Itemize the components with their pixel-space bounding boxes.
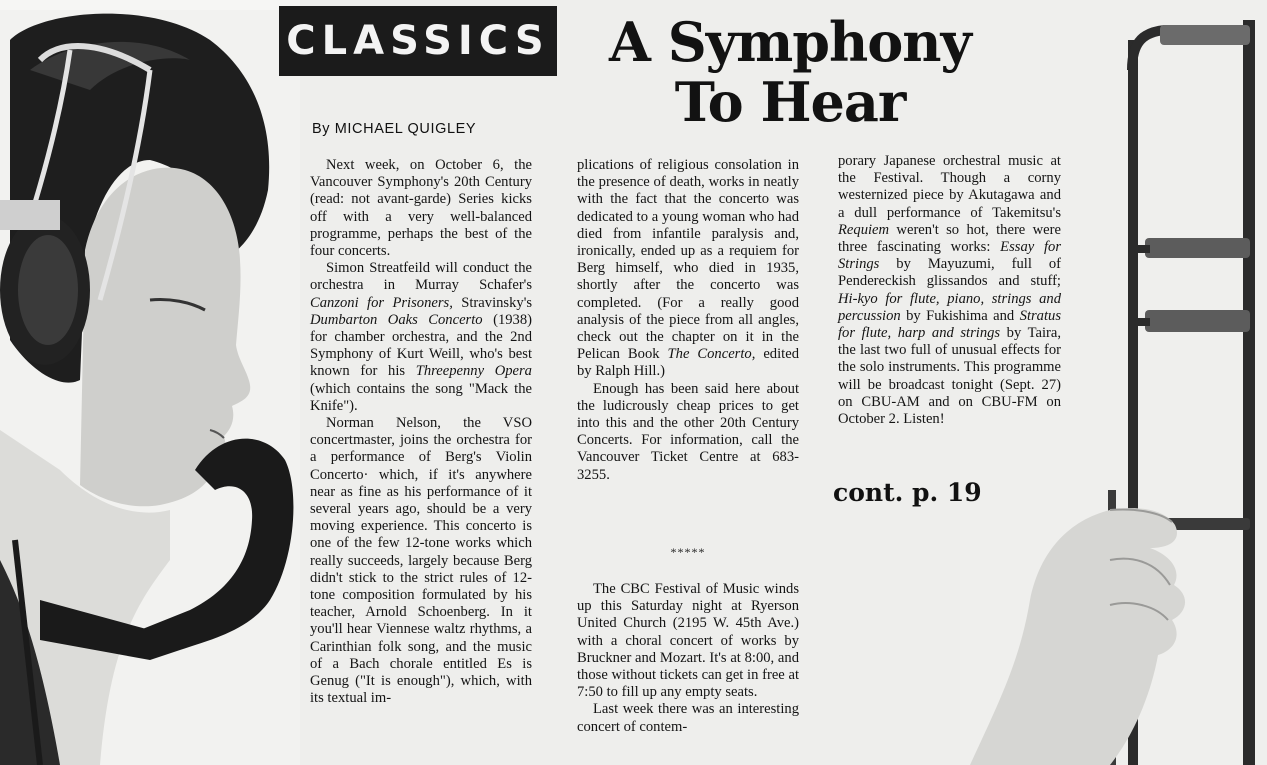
- article-column-2: [577, 157, 799, 484]
- paragraph: Enough has been said here about the ludicrously cheap prices to get into this and the other 20th Century Concerts. For information, call the Vancouver Ticket Centre at 683-3255.: [577, 380, 799, 483]
- paragraph: plications of religious consolation in the presence of death, works in neatly with the fact that the concerto was dedicated to a young woman who had died from infantile paralysis and, ironically, ended up as a requiem for Berg himself, who died in 1935, shortly after the concerto was completed. (For a really good analysis of the piece from all angles, check out the chapter on it in the Pelican Book The Concerto, edited by Ralph Hill.): [577, 157, 799, 380]
- paragraph: Simon Streatfeild will conduct the orchestra in Murray Schafer's Canzoni for Prisoners, Stravinsky's Dumbarton Oaks Concerto (1938) for chamber orchestra, and the 2nd Symphony of Kurt Weill, who's best known for his Threepenny Opera (which contains the song "Mack the Knife").: [310, 260, 533, 414]
- section-separator: *****: [670, 545, 706, 559]
- headline-line2: To Hear: [674, 70, 906, 134]
- article-column-3: [838, 153, 1061, 428]
- article-column-1: [310, 157, 532, 708]
- headline-line1: A Symphony: [609, 10, 971, 74]
- article-column-2-continued: [577, 581, 799, 736]
- continued-reference: cont. p. 19: [833, 478, 982, 507]
- headline: [590, 12, 990, 132]
- paragraph: Last week there was an interesting concert of contem-: [577, 701, 799, 735]
- paragraph: The CBC Festival of Music winds up this Saturday night at Ryerson United Church (2195 W. 45th Ave.) with a choral concert of works by Bruckner and Mozart. It's at 8:00, and those without tickets can get in free at 7:50 to fill up any empty seats.: [577, 581, 799, 701]
- section-label: CLASSICS: [286, 18, 550, 64]
- section-banner: [279, 6, 557, 76]
- paragraph: porary Japanese orchestral music at the Festival. Though a corny westernized piece by Akutagawa and a dull performance of Takemitsu's Requiem weren't so hot, there were three fascinating works: Essay for Strings by Mayuzumi, full of Pendereckish glissandos and stuff; Hi-kyo for flute, piano, strings and percussion by Fukishima and Stratus for flute, harp and strings by Taira, the last two full of unusual effects for the solo instruments. This programme will be broadcast tonight (Sept. 27) on CBU-AM and on CBU-FM on October 2. Listen!: [838, 153, 1061, 428]
- paragraph: Next week, on October 6, the Vancouver Symphony's 20th Century (read: not avant-garde) Series kicks off with a very well-balanced programme, perhaps the best of the four concerts.: [310, 157, 532, 260]
- paragraph: Norman Nelson, the VSO concertmaster, joins the orchestra for a performance of Berg's Violin Concerto· which, if it's anywhere near as fine as his performance of it several years ago, should be a very moving experience. This concerto is one of the few 12-tone works which really succeeds, largely because Berg didn't stick to the strict rules of 12-tone composition formulated by his teacher, Arnold Schoenberg. In it you'll hear Viennese waltz rhythms, a Carinthian folk song, and the music of a Bach chorale entitled Es is Genug ("It is enough"), which, with its textual im-: [310, 415, 532, 707]
- woman-with-headphones-photo: [0, 0, 300, 765]
- byline: By MICHAEL QUIGLEY: [312, 121, 477, 137]
